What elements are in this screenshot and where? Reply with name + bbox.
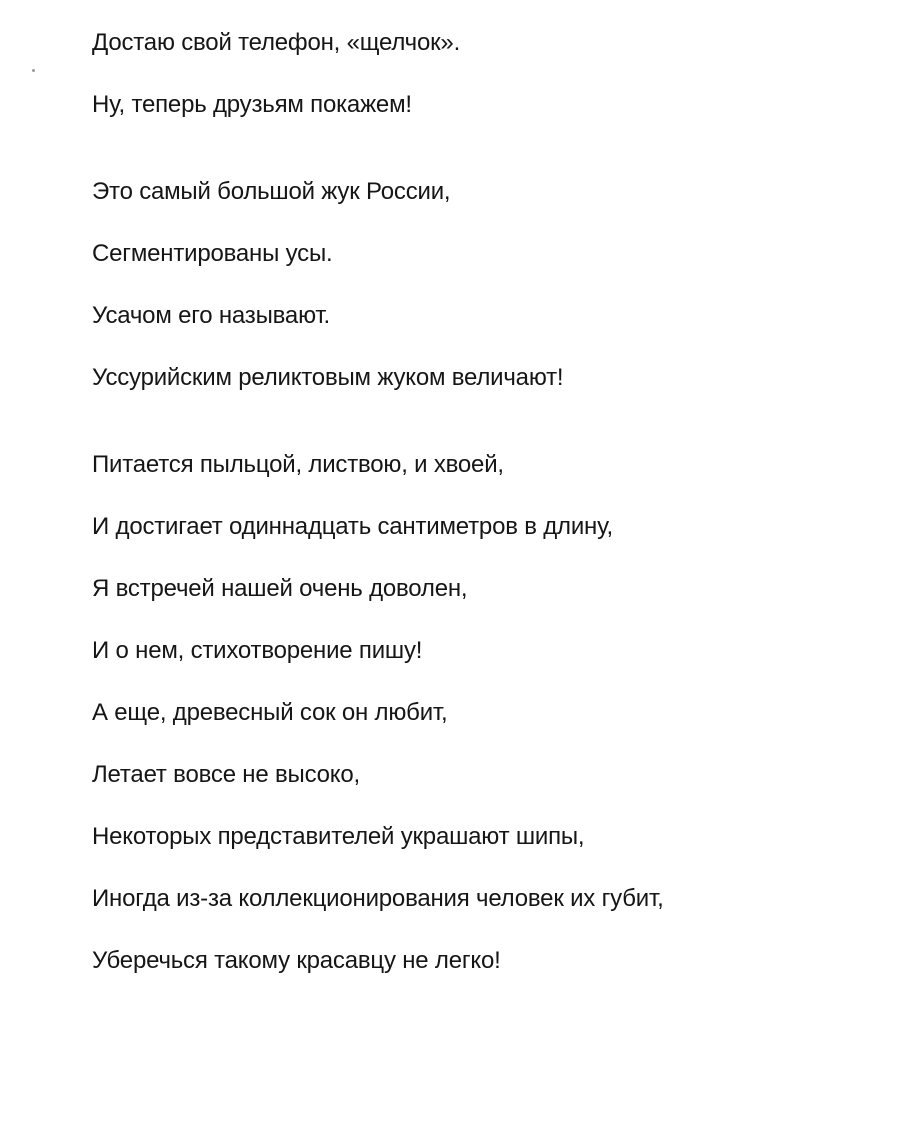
poem-stanza-2 <box>92 179 881 391</box>
scan-speck <box>32 69 35 72</box>
poem-line: Достаю свой телефон, «щелчок». <box>92 29 461 56</box>
poem-line: Ну, теперь друзьям покажем! <box>92 91 412 118</box>
poem-line: И о нем, стихотворение пишу! <box>92 637 423 664</box>
poem-line: Это самый большой жук России, <box>92 178 451 205</box>
poem-line: Я встречей нашей очень доволен, <box>92 575 468 602</box>
poem-line: Сегментированы усы. <box>92 240 333 267</box>
poem-line: И достигает одиннадцать сантиметров в длину, <box>92 513 613 540</box>
poem-line: Питается пыльцой, листвою, и хвоей, <box>92 451 504 478</box>
poem-line: А еще, древесный сок он любит, <box>92 699 448 726</box>
poem-line: Летает вовсе не высоко, <box>92 761 360 788</box>
poem-text <box>92 30 881 1035</box>
poem-line: Уссурийским реликтовым жуком величают! <box>92 364 564 391</box>
poem-stanza-3 <box>92 452 881 974</box>
poem-line: Усачом его называют. <box>92 302 330 329</box>
poem-line: Уберечься такому красавцу не легко! <box>92 947 501 974</box>
poem-stanza-1 <box>92 30 881 118</box>
poem-line: Некоторых представителей украшают шипы, <box>92 823 585 850</box>
poem-line: Иногда из-за коллекционирования человек их губит, <box>92 885 664 912</box>
